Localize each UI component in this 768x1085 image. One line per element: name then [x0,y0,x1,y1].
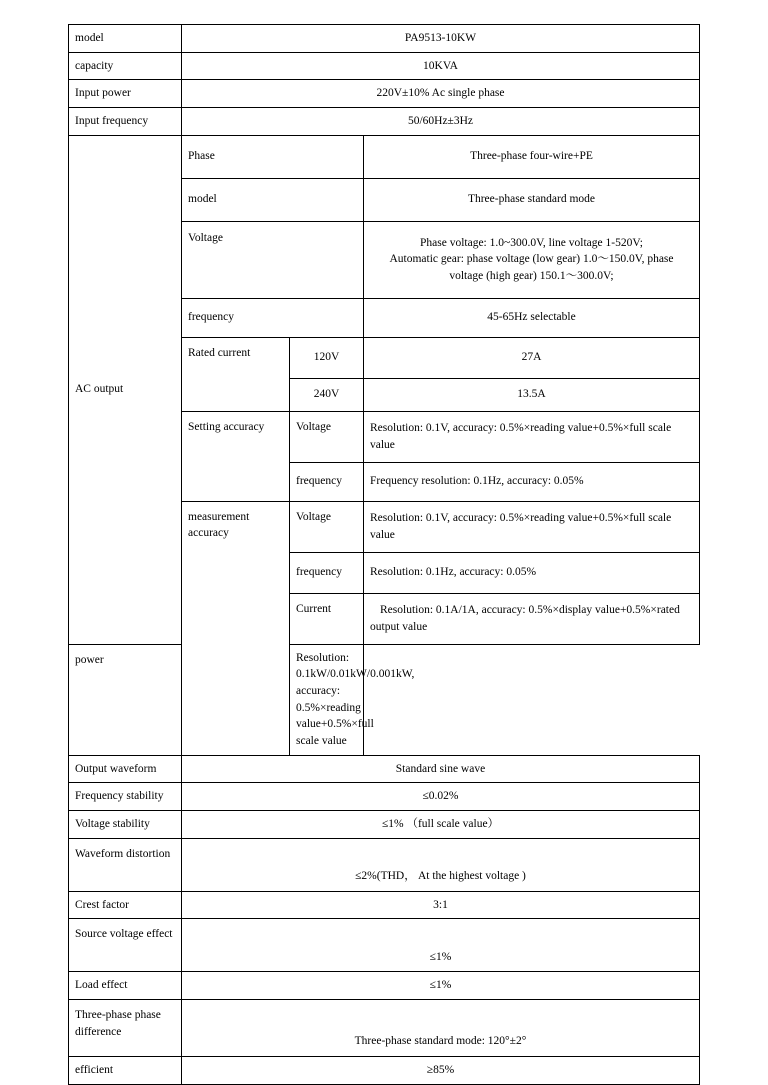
table-row [69,52,700,80]
table-row [69,891,700,919]
table-row [69,783,700,811]
cell-efficient-label: efficient [69,1057,182,1085]
cell-model-value: PA9513-10KW [182,25,700,53]
table-row [69,25,700,53]
table-row [69,135,700,178]
cell-setting-frequency-value: Frequency resolution: 0.1Hz, accuracy: 0.05% [364,462,700,501]
cell-crest-factor-label: Crest factor [69,891,182,919]
cell-load-effect-label: Load effect [69,972,182,1000]
cell-frequency-value: 45-65Hz selectable [364,298,700,337]
cell-rated-current-240v-value: 13.5A [364,378,700,411]
table-row [69,811,700,839]
table-row [69,972,700,1000]
cell-model-label: model [69,25,182,53]
cell-phase-label: Phase [182,135,364,178]
table-row [69,919,700,972]
cell-voltage-stability-label: Voltage stability [69,811,182,839]
cell-frequency-label: frequency [182,298,364,337]
cell-mode-value: Three-phase standard mode [364,178,700,221]
cell-source-voltage-effect-value: ≤1% [182,919,700,972]
cell-voltage-stability-value: ≤1% （full scale value） [182,811,700,839]
cell-setting-accuracy-label: Setting accuracy [182,411,290,501]
cell-three-phase-difference-label: Three-phase phase difference [69,1000,182,1057]
cell-source-voltage-effect-label: Source voltage effect [69,919,182,972]
cell-setting-voltage-label: Voltage [290,411,364,462]
cell-output-waveform-label: Output waveform [69,755,182,783]
cell-mode-label: model [182,178,364,221]
specification-table [68,24,700,1085]
cell-phase-value: Three-phase four-wire+PE [364,135,700,178]
cell-efficient-value: ≥85% [182,1057,700,1085]
cell-load-effect-value: ≤1% [182,972,700,1000]
cell-capacity-value: 10KVA [182,52,700,80]
cell-meas-power-value: Resolution: 0.1kW/0.01kW/0.001kW, accuracy: 0.5%×reading value+0.5%×full scale value [290,644,364,755]
table-row [69,1000,700,1057]
cell-rated-current-120v-value: 27A [364,337,700,378]
cell-frequency-stability-value: ≤0.02% [182,783,700,811]
cell-voltage-label: Voltage [182,221,364,298]
cell-frequency-stability-label: Frequency stability [69,783,182,811]
voltage-line-2: Automatic gear: phase voltage (low gear) 1.0～150.0V, phase [389,253,674,266]
table-row [69,755,700,783]
cell-input-power-value: 220V±10% Ac single phase [182,80,700,108]
table-row [69,644,700,755]
table-row [69,108,700,136]
cell-rated-current-120v-label: 120V [290,337,364,378]
voltage-line-1: Phase voltage: 1.0~300.0V, line voltage 1-520V; [420,236,643,249]
table-row [69,838,700,891]
cell-meas-current-label: Current [290,593,364,644]
cell-capacity-label: capacity [69,52,182,80]
cell-crest-factor-value: 3:1 [182,891,700,919]
cell-meas-frequency-value: Resolution: 0.1Hz, accuracy: 0.05% [364,552,700,593]
cell-rated-current-label: Rated current [182,337,290,411]
cell-ac-output-label: AC output [69,135,182,644]
cell-setting-voltage-value: Resolution: 0.1V, accuracy: 0.5%×reading value+0.5%×full scale value [364,411,700,462]
cell-meas-power-label: power [69,644,182,755]
cell-meas-voltage-value: Resolution: 0.1V, accuracy: 0.5%×reading value+0.5%×full scale value [364,501,700,552]
table-row [69,80,700,108]
cell-input-frequency-label: Input frequency [69,108,182,136]
table-row [69,1057,700,1085]
cell-measurement-accuracy-label: measurement accuracy [182,501,290,755]
cell-rated-current-240v-label: 240V [290,378,364,411]
cell-meas-current-value: Resolution: 0.1A/1A, accuracy: 0.5%×display value+0.5%×rated output value [364,593,700,644]
voltage-line-3: voltage (high gear) 150.1～300.0V; [449,270,614,283]
cell-three-phase-difference-value: Three-phase standard mode: 120°±2° [182,1000,700,1057]
cell-input-frequency-value: 50/60Hz±3Hz [182,108,700,136]
cell-waveform-distortion-value: ≤2%(THD， At the highest voltage ) [182,838,700,891]
cell-meas-frequency-label: frequency [290,552,364,593]
cell-meas-voltage-label: Voltage [290,501,364,552]
cell-output-waveform-value: Standard sine wave [182,755,700,783]
cell-setting-frequency-label: frequency [290,462,364,501]
cell-input-power-label: Input power [69,80,182,108]
cell-waveform-distortion-label: Waveform distortion [69,838,182,891]
cell-voltage-value [364,221,700,298]
